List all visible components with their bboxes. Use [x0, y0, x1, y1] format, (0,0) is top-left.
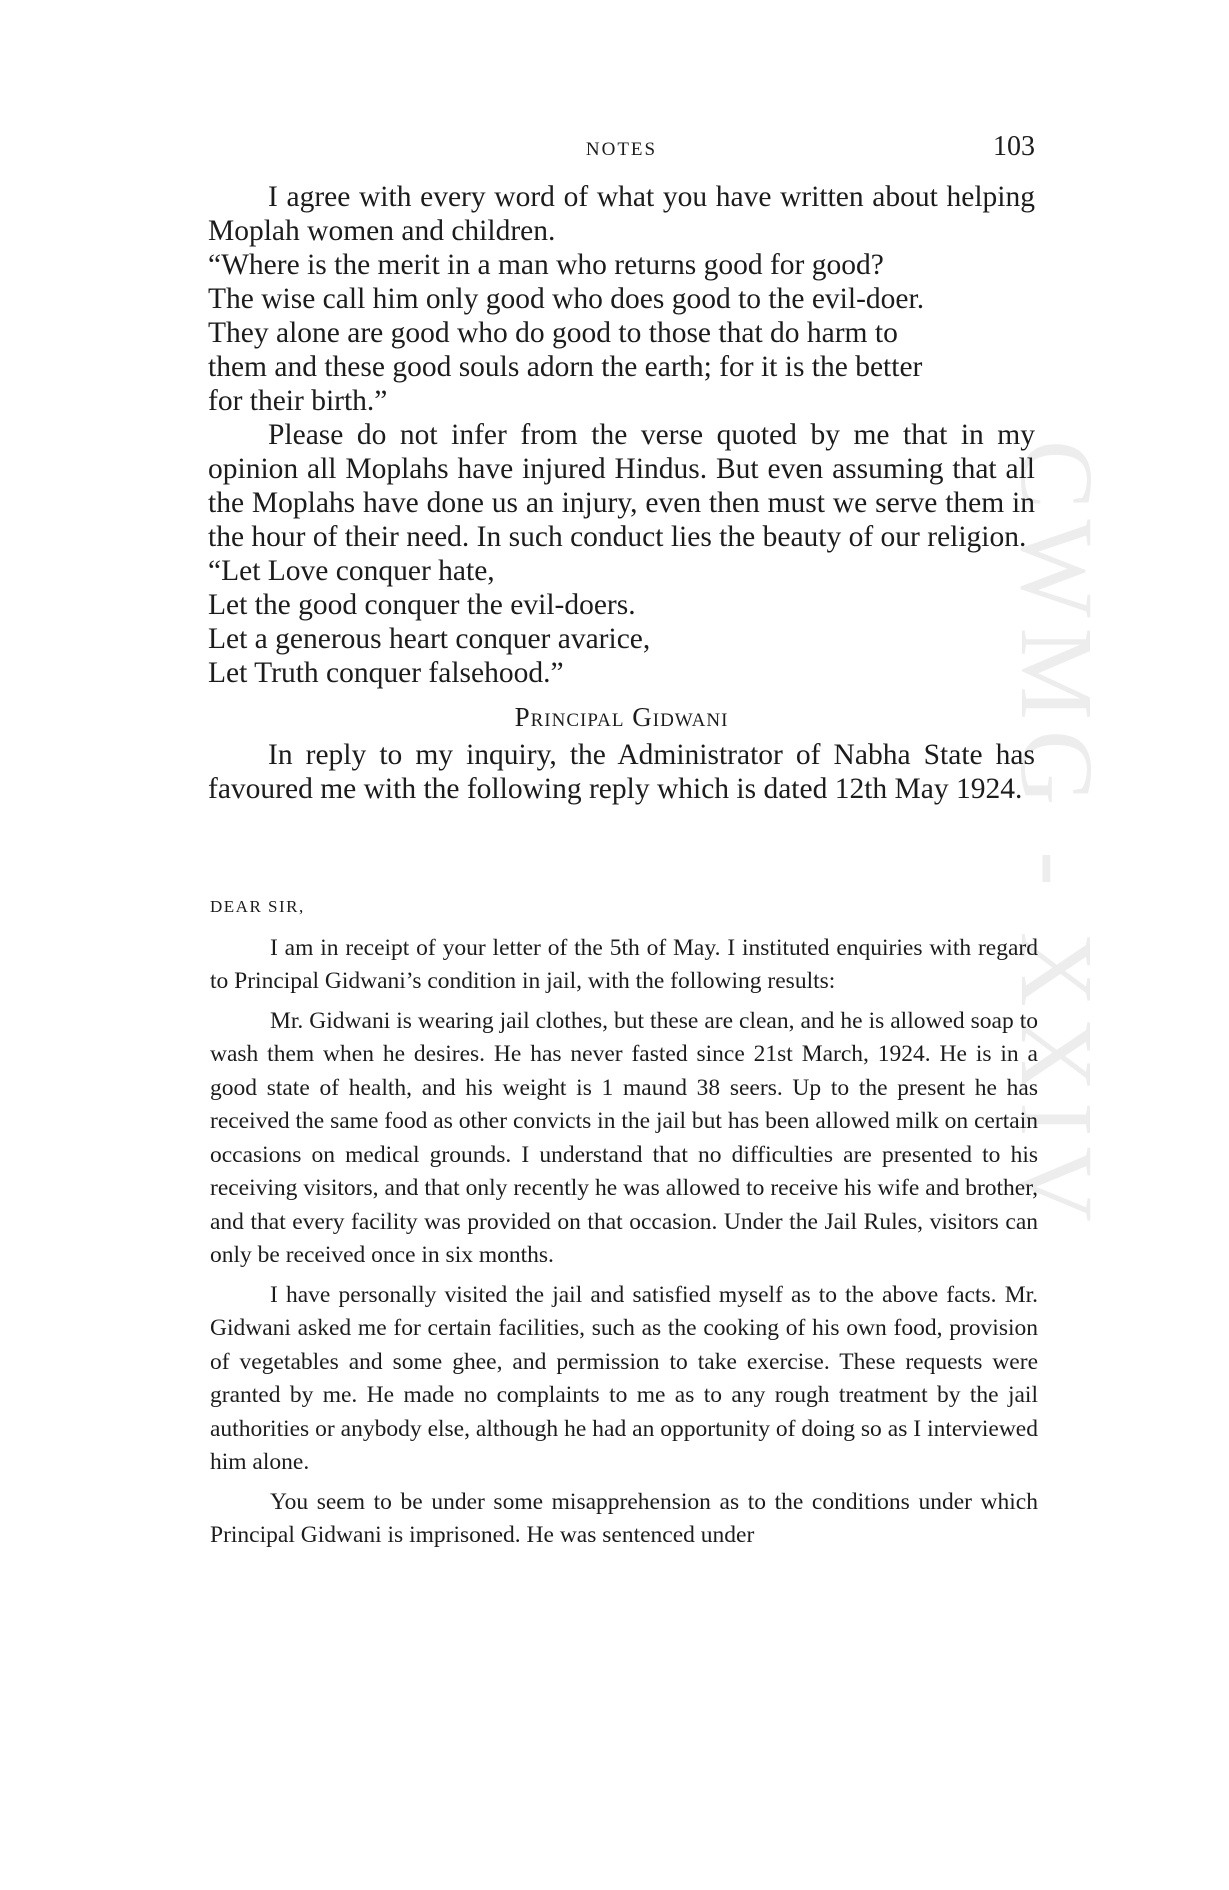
verse-line: They alone are good who do good to those that do harm to: [208, 317, 898, 349]
letter-paragraph: Mr. Gidwani is wearing jail clothes, but these are clean, and he is allowed soap to wash them when he desires. He has never fasted since 21st March, 1924. He is in a good state of health, and his weight is 1 maund 38 seers. Up to the present he has received the same food as other convicts in the jail but has been allowed milk on certain occasions on medical grounds. I understand that no difficulties are presented to his receiving visitors, and that only recently he was allowed to receive his wife and brother, and that every facility was provided on that occasion. Under the Jail Rules, visitors can only be received once in six months.: [210, 1007, 1038, 1268]
letter-paragraph: You seem to be under some misapprehension as to the conditions under which Principal Gidwani is imprisoned. He was sentenced under: [210, 1488, 1038, 1548]
page-number: 103: [993, 131, 1035, 162]
verse-line: Let Truth conquer falsehood.”: [208, 657, 564, 689]
paragraph: In reply to my inquiry, the Administrator of Nabha State has favoured me with the following reply which is dated 12th May 1924.: [208, 739, 1035, 805]
verse-line: “Where is the merit in a man who returns good for good?: [208, 249, 884, 281]
letter-paragraph: I am in receipt of your letter of the 5th of May. I instituted enquiries with regard to Principal Gidwani’s condition in jail, with the following results:: [210, 934, 1038, 994]
letter-paragraph: I have personally visited the jail and satisfied myself as to the above facts. Mr. Gidwani asked me for certain facilities, such as the cooking of his own food, provision of vegetables and some ghee, and permission to take exercise. These requests were granted by me. He made no complaints to me as to any rough treatment by the jail authorities or anybody else, although he had an opportunity of doing so as I interviewed him alone.: [210, 1281, 1038, 1475]
verse-line: them and these good souls adorn the earth; for it is the better: [208, 351, 923, 383]
verse-line: for their birth.”: [208, 385, 388, 417]
verse-line: Let a generous heart conquer avarice,: [208, 623, 651, 655]
body-text: [208, 180, 1035, 806]
verse-line: “Let Love conquer hate,: [208, 555, 495, 587]
page-header: [208, 133, 1035, 163]
letter-salutation: DEAR SIR,: [210, 897, 305, 916]
section-heading: Principal Gidwani: [514, 702, 729, 732]
quoted-letter: [210, 890, 1038, 1553]
verse-line: The wise call him only good who does good to the evil-doer.: [208, 283, 925, 315]
paragraph: Please do not infer from the verse quoted by me that in my opinion all Moplahs have injured Hindus. But even assuming that all the Moplahs have done us an injury, even then must we serve them in the hour of their need. In such conduct lies the beauty of our religion.: [208, 419, 1035, 553]
running-title: NOTES: [585, 139, 658, 160]
watermark: CWMG - XXIV: [999, 440, 1114, 1232]
quoted-verse: [208, 554, 1035, 690]
quoted-verse: [208, 248, 1035, 418]
verse-line: Let the good conquer the evil-doers.: [208, 589, 636, 621]
paragraph: I agree with every word of what you have written about helping Moplah women and children.: [208, 181, 1035, 247]
